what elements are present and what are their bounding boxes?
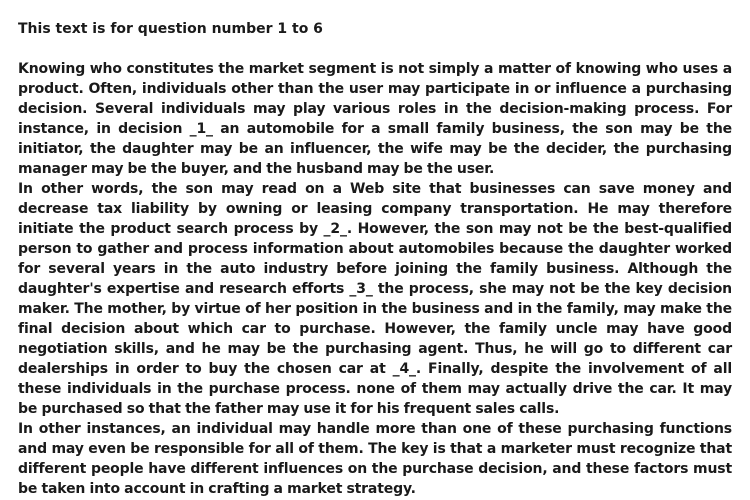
paragraph-3: In other instances, an individual may handle more than one of these purchasing functions and may even be responsible for all of them. The key is that a marketer must recognize that different people have different influences on the purchase decision, and these factors must be taken into account in crafting a market strategy.	[18, 421, 732, 497]
passage-heading: This text is for question number 1 to 6	[18, 21, 323, 37]
paragraph-2: In other words, the son may read on a Web site that businesses can save money and decrease tax liability by owning or leasing company transportation. He may therefore initiate the product search process by _2_. However, the son may not be the best-qualified person to gather and process information about automobiles because the daughter worked for several years in the auto industry before joining the family business. Although the daughter's expertise and research efforts _3_ the process, she may not be the key decision maker. The mother, by virtue of her position in the business and in the family, may make the final decision about which car to purchase. However, the family uncle may have good negotiation skills, and he may be the purchasing agent. Thus, he will go to different car dealerships in order to buy the chosen car at _4_. Finally, despite the involvement of all these individuals in the purchase process. none of them may actually drive the car. It may be purchased so that the father may use it for his frequent sales calls.	[18, 181, 732, 417]
paragraph-1: Knowing who constitutes the market segment is not simply a matter of knowing who uses a product. Often, individuals other than the user may participate in or influence a purchasing decision. Several individuals may play various roles in the decision-making process. For instance, in decision _1_ an automobile for a small family business, the son may be the initiator, the daughter may be an influencer, the wife may be the decider, the purchasing manager may be the buyer, and the husband may be the user.	[18, 61, 732, 177]
reading-passage	[18, 19, 732, 499]
